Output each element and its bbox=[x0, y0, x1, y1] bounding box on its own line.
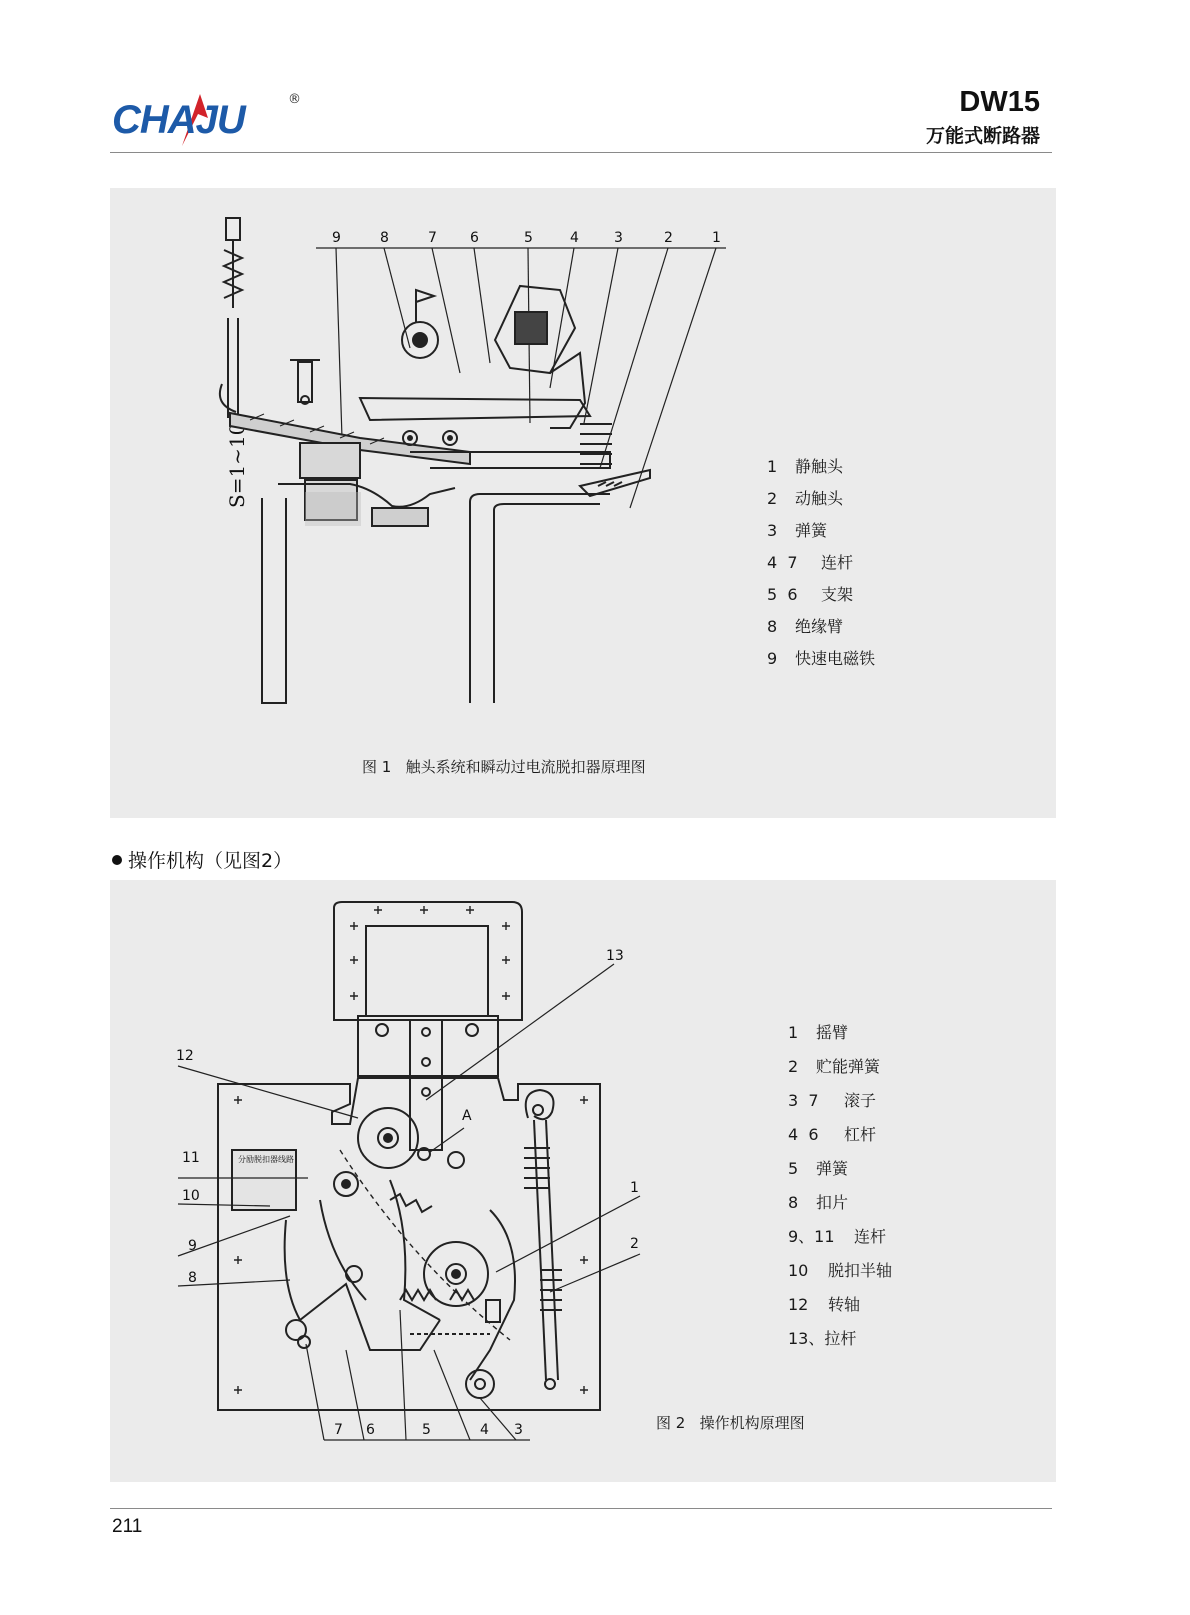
fig1-legend-num: 5 6 bbox=[767, 585, 798, 604]
fig2-legend-label: 扣片 bbox=[816, 1193, 849, 1212]
fig1-legend-num: 9 bbox=[767, 649, 778, 668]
fig2-legend-item bbox=[788, 1326, 856, 1349]
fig2-legend-item bbox=[788, 1190, 848, 1213]
fig1-legend-num: 1 bbox=[767, 457, 778, 476]
fig2-callout-12: 12 bbox=[176, 1048, 194, 1064]
fig2-callout-4: 4 bbox=[480, 1422, 489, 1438]
logo-text: CHAJU bbox=[112, 98, 245, 142]
fig2-box-label: 分励脱扣器线路 bbox=[238, 1155, 294, 1164]
fig2-legend-label: 摇臂 bbox=[816, 1023, 849, 1042]
fig1-legend-label: 静触头 bbox=[795, 457, 844, 476]
fig2-legend-num: 8 bbox=[788, 1193, 799, 1212]
header-divider bbox=[110, 152, 1052, 153]
fig1-legend-item bbox=[767, 454, 843, 477]
fig2-legend-num: 10 bbox=[788, 1261, 809, 1280]
fig2-callout-10: 10 bbox=[182, 1188, 200, 1204]
fig2-callout-3: 3 bbox=[514, 1422, 523, 1438]
fig2-legend-label: 杠杆 bbox=[844, 1125, 877, 1144]
fig1-callout-8: 8 bbox=[380, 230, 389, 246]
figure1-panel bbox=[110, 188, 1056, 818]
fig1-legend-item bbox=[767, 614, 843, 637]
fig1-legend-label: 绝缘臂 bbox=[795, 617, 844, 636]
footer-divider bbox=[110, 1508, 1052, 1509]
page-number: 211 bbox=[112, 1516, 143, 1537]
fig2-callout-A: A bbox=[462, 1108, 472, 1124]
figure1-caption: 图 1 触头系统和瞬动过电流脱扣器原理图 bbox=[362, 758, 646, 776]
figure2-panel bbox=[110, 880, 1056, 1482]
fig2-legend-label: 脱扣半轴 bbox=[828, 1261, 893, 1280]
fig1-legend-item bbox=[767, 646, 875, 669]
fig1-legend-num: 2 bbox=[767, 489, 778, 508]
fig2-callout-9: 9 bbox=[188, 1238, 197, 1254]
fig1-callout-1: 1 bbox=[712, 230, 721, 246]
fig2-legend-item bbox=[788, 1054, 880, 1077]
fig1-legend-num: 3 bbox=[767, 521, 778, 540]
fig2-legend-item bbox=[788, 1020, 848, 1043]
fig1-callout-5: 5 bbox=[524, 230, 533, 246]
fig2-legend-num: 4 6 bbox=[788, 1125, 819, 1144]
fig2-callout-11: 11 bbox=[182, 1150, 200, 1166]
fig2-legend-label: 弹簧 bbox=[816, 1159, 849, 1178]
fig1-legend-item bbox=[767, 582, 853, 605]
fig1-legend-label: 弹簧 bbox=[795, 521, 828, 540]
fig2-callout-1: 1 bbox=[630, 1180, 639, 1196]
fig1-legend-label: 连杆 bbox=[821, 553, 854, 572]
fig2-legend-num: 13、 bbox=[788, 1329, 825, 1348]
fig2-legend-label: 贮能弹簧 bbox=[816, 1057, 881, 1076]
fig1-legend-item bbox=[767, 550, 853, 573]
fig1-legend-num: 8 bbox=[767, 617, 778, 636]
fig2-legend-label: 滚子 bbox=[844, 1091, 877, 1110]
fig2-legend-label: 拉杆 bbox=[824, 1329, 857, 1348]
fig2-legend-item bbox=[788, 1088, 876, 1111]
fig2-legend-num: 12 bbox=[788, 1295, 809, 1314]
fig2-callout-13: 13 bbox=[606, 948, 624, 964]
fig2-legend-label: 转轴 bbox=[828, 1295, 861, 1314]
model-title: DW15 bbox=[959, 86, 1040, 118]
fig1-legend-label: 支架 bbox=[821, 585, 854, 604]
fig2-legend-label: 连杆 bbox=[854, 1227, 887, 1246]
fig2-callout-8: 8 bbox=[188, 1270, 197, 1286]
fig2-legend-num: 5 bbox=[788, 1159, 799, 1178]
fig1-legend-item bbox=[767, 486, 843, 509]
fig2-legend-item bbox=[788, 1258, 892, 1281]
figure2-caption: 图 2 操作机构原理图 bbox=[656, 1414, 805, 1432]
fig1-callout-2: 2 bbox=[664, 230, 673, 246]
figure1-diagram bbox=[110, 188, 1056, 818]
chaju-logo bbox=[112, 88, 312, 152]
fig2-legend-num: 1 bbox=[788, 1023, 799, 1042]
section-heading-text: 操作机构（见图2） bbox=[128, 850, 293, 872]
fig1-side-label: S=1~10 bbox=[225, 422, 249, 508]
fig1-legend-item bbox=[767, 518, 827, 541]
fig2-callout-5: 5 bbox=[422, 1422, 431, 1438]
fig2-legend-num: 2 bbox=[788, 1057, 799, 1076]
fig2-callout-2: 2 bbox=[630, 1236, 639, 1252]
fig1-callout-7: 7 bbox=[428, 230, 437, 246]
bullet-icon bbox=[112, 855, 122, 865]
fig1-legend-label: 快速电磁铁 bbox=[795, 649, 876, 668]
fig1-legend-label: 动触头 bbox=[795, 489, 844, 508]
section-heading bbox=[112, 846, 292, 873]
fig2-legend-item bbox=[788, 1156, 848, 1179]
fig2-legend-num: 9、11 bbox=[788, 1227, 835, 1246]
fig2-legend-item bbox=[788, 1122, 876, 1145]
fig2-legend-item bbox=[788, 1292, 860, 1315]
fig2-callout-7: 7 bbox=[334, 1422, 343, 1438]
fig2-legend-num: 3 7 bbox=[788, 1091, 819, 1110]
figure2-diagram bbox=[110, 880, 1056, 1482]
fig2-callout-6: 6 bbox=[366, 1422, 375, 1438]
logo-registered-mark: ® bbox=[288, 92, 301, 107]
fig1-callout-4: 4 bbox=[570, 230, 579, 246]
fig1-legend-num: 4 7 bbox=[767, 553, 798, 572]
product-subtitle: 万能式断路器 bbox=[925, 125, 1040, 147]
fig2-legend-item bbox=[788, 1224, 886, 1247]
fig1-callout-9: 9 bbox=[332, 230, 341, 246]
fig1-callout-6: 6 bbox=[470, 230, 479, 246]
fig1-callout-3: 3 bbox=[614, 230, 623, 246]
